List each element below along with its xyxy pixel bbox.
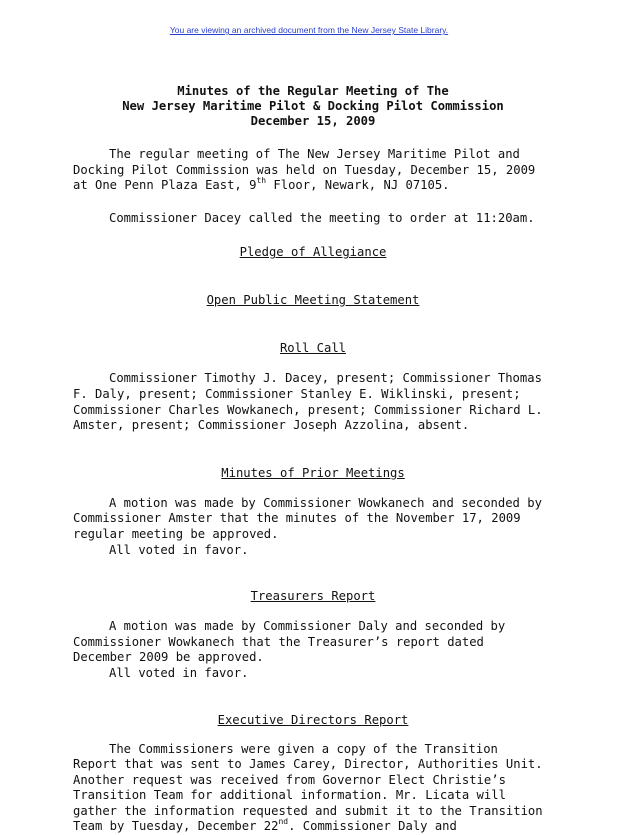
roll-call-line-4: Amster, present; Commissioner Joseph Azzolina, absent. <box>73 418 553 434</box>
treasurers-line-3: December 2009 be approved. <box>73 650 553 666</box>
treasurers-line-1: A motion was made by Commissioner Daly and seconded by <box>109 619 505 633</box>
executive-paragraph <box>73 742 553 835</box>
title-line-1: Minutes of the Regular Meeting of The <box>73 84 553 99</box>
treasurers-line-2: Commissioner Wowkanech that the Treasurer’s report dated <box>73 635 553 651</box>
executive-line-6: Team by Tuesday, December 22nd. Commissioner Daly and <box>73 819 553 835</box>
minutes-prior-paragraph <box>73 496 553 558</box>
call-to-order-paragraph <box>73 211 553 227</box>
minutes-prior-line-1: A motion was made by Commissioner Wowkanech and seconded by <box>109 496 542 510</box>
document-title <box>73 84 553 129</box>
roll-call-line-2: F. Daly, present; Commissioner Stanley E. Wiklinski, present; <box>73 387 553 403</box>
minutes-prior-line-3: regular meeting be approved. <box>73 527 553 543</box>
minutes-prior-heading: Minutes of Prior Meetings <box>73 465 553 481</box>
title-line-3: December 15, 2009 <box>73 114 553 129</box>
executive-line-2: Report that was sent to James Carey, Director, Authorities Unit. <box>73 757 553 773</box>
executive-directors-heading: Executive Directors Report <box>73 712 553 728</box>
call-to-order-text: Commissioner Dacey called the meeting to order at 11:20am. <box>109 211 535 225</box>
treasurers-line-4: All voted in favor. <box>109 666 248 680</box>
minutes-prior-line-4: All voted in favor. <box>109 543 248 557</box>
intro-line-1: The regular meeting of The New Jersey Maritime Pilot and <box>109 147 520 161</box>
open-public-meeting-heading: Open Public Meeting Statement <box>73 292 553 308</box>
roll-call-line-1: Commissioner Timothy J. Dacey, present; Commissioner Thomas <box>109 371 542 385</box>
roll-call-paragraph <box>73 371 553 433</box>
document-page <box>73 84 553 835</box>
intro-line-3: at One Penn Plaza East, 9th Floor, Newark, NJ 07105. <box>73 178 553 194</box>
title-line-2: New Jersey Maritime Pilot & Docking Pilot Commission <box>73 99 553 114</box>
minutes-prior-line-2: Commissioner Amster that the minutes of the November 17, 2009 <box>73 511 553 527</box>
executive-line-1: The Commissioners were given a copy of the Transition <box>109 742 498 756</box>
executive-line-4: Transition Team for additional information. Mr. Licata will <box>73 788 553 804</box>
pledge-heading: Pledge of Allegiance <box>73 244 553 260</box>
intro-paragraph <box>73 147 553 194</box>
roll-call-line-3: Commissioner Charles Wowkanech, present; Commissioner Richard L. <box>73 403 553 419</box>
roll-call-heading: Roll Call <box>73 340 553 356</box>
treasurers-report-heading: Treasurers Report <box>73 588 553 604</box>
executive-line-5: gather the information requested and submit it to the Transition <box>73 804 553 820</box>
intro-line-2: Docking Pilot Commission was held on Tuesday, December 15, 2009 <box>73 163 553 179</box>
executive-line-3: Another request was received from Governor Elect Christie’s <box>73 773 553 789</box>
archive-banner-link[interactable]: You are viewing an archived document from the New Jersey State Library. <box>0 25 618 35</box>
treasurers-paragraph <box>73 619 553 681</box>
